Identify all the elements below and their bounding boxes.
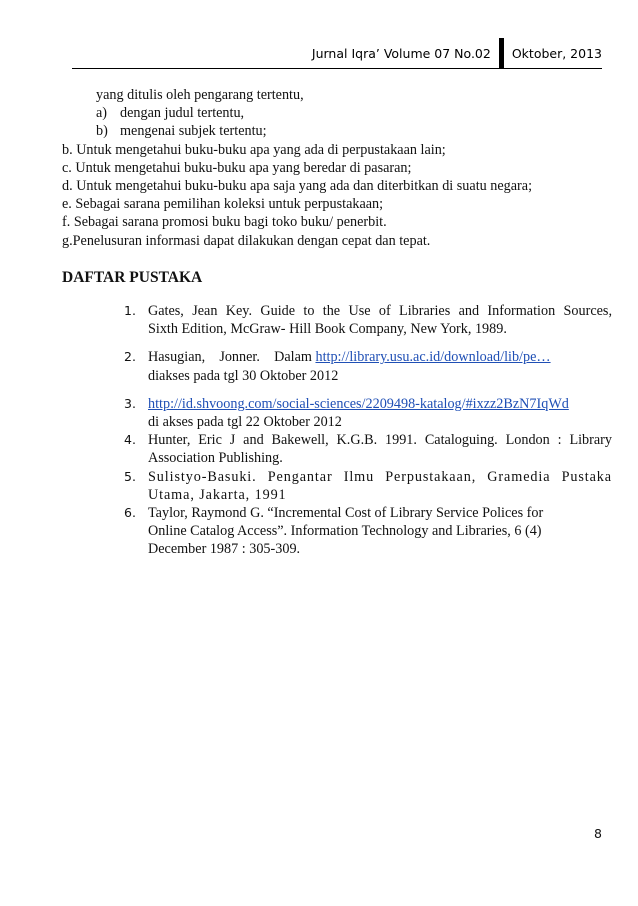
point-b: b. Untuk mengetahui buku-buku apa yang ada di perpustakaan lain;: [62, 141, 446, 158]
reference-line: Gates, Jean Key. Guide to the Use of Libraries and Information Sources,: [148, 303, 612, 320]
reference-item: [62, 468, 622, 504]
reference-link[interactable]: http://library.usu.ac.id/download/lib/pe…: [315, 349, 551, 366]
sub-item: [62, 122, 622, 140]
reference-line: Sulistyo-Basuki. Pengantar Ilmu Perpustakaan, Gramedia Pustaka: [148, 468, 612, 485]
reference-item: [62, 431, 622, 467]
reference-number: 3.: [124, 395, 136, 411]
reference-line: di akses pada tgl 22 Oktober 2012: [148, 414, 342, 431]
reference-number: 5.: [124, 468, 136, 484]
point-f: f. Sebagai sarana promosi buku bagi toko buku/ penerbit.: [62, 214, 387, 231]
reference-item: [62, 348, 622, 384]
reference-line: Online Catalog Access”. Information Technology and Libraries, 6 (4): [148, 523, 542, 540]
point-c: c. Untuk mengetahui buku-buku apa yang beredar di pasaran;: [62, 159, 412, 176]
journal-title: Jurnal Iqra’ Volume 07 No.02: [311, 46, 491, 61]
reference-number: 1.: [124, 303, 136, 319]
reference-line: Hunter, Eric J and Bakewell, K.G.B. 1991. Cataloguing. London : Library: [148, 432, 612, 449]
reference-item: [62, 395, 622, 431]
section-heading: DAFTAR PUSTAKA: [62, 268, 203, 286]
sub-item-marker: a): [96, 105, 108, 122]
sub-item-marker: b): [96, 123, 108, 140]
sub-item-text: mengenai subjek tertentu;: [120, 123, 267, 140]
reference-line: Association Publishing.: [148, 450, 283, 467]
reference-line: [148, 395, 612, 413]
reference-link[interactable]: http://id.shvoong.com/social-sciences/2209498-katalog/#ixzz2BzN7IqWd: [148, 395, 569, 412]
reference-line: [148, 348, 612, 366]
point-g: g.Penelusuran informasi dapat dilakukan dengan cepat dan tepat.: [62, 232, 431, 249]
reference-number: 2.: [124, 349, 136, 365]
reference-line: December 1987 : 305-309.: [148, 541, 301, 558]
reference-list: [62, 302, 622, 559]
point-d: d. Untuk mengetahui buku-buku apa saja yang ada dan diterbitkan di suatu negara;: [62, 178, 533, 195]
reference-prefix: Hasugian, Jonner. Dalam: [148, 349, 316, 366]
reference-number: 4.: [124, 432, 136, 448]
sub-item: [62, 104, 622, 122]
point-e: e. Sebagai sarana pemilihan koleksi untuk perpustakaan;: [62, 196, 384, 213]
intro-line: yang ditulis oleh pengarang tertentu,: [96, 87, 304, 103]
reference-item: [62, 504, 622, 559]
page-number: 8: [594, 826, 602, 841]
sub-item-text: dengan judul tertentu,: [120, 105, 245, 122]
reference-line: Taylor, Raymond G. “Incremental Cost of Library Service Polices for: [148, 505, 544, 522]
reference-line: diakses pada tgl 30 Oktober 2012: [148, 367, 339, 384]
issue-date: Oktober, 2013: [511, 46, 602, 61]
page-body: [62, 86, 622, 559]
reference-number: 6.: [124, 505, 136, 521]
reference-line: Utama, Jakarta, 1991: [148, 486, 287, 503]
running-header: [312, 38, 602, 68]
reference-item: [62, 302, 622, 338]
header-rule: [72, 68, 602, 69]
reference-line: Sixth Edition, McGraw- Hill Book Company, New York, 1989.: [148, 321, 507, 338]
